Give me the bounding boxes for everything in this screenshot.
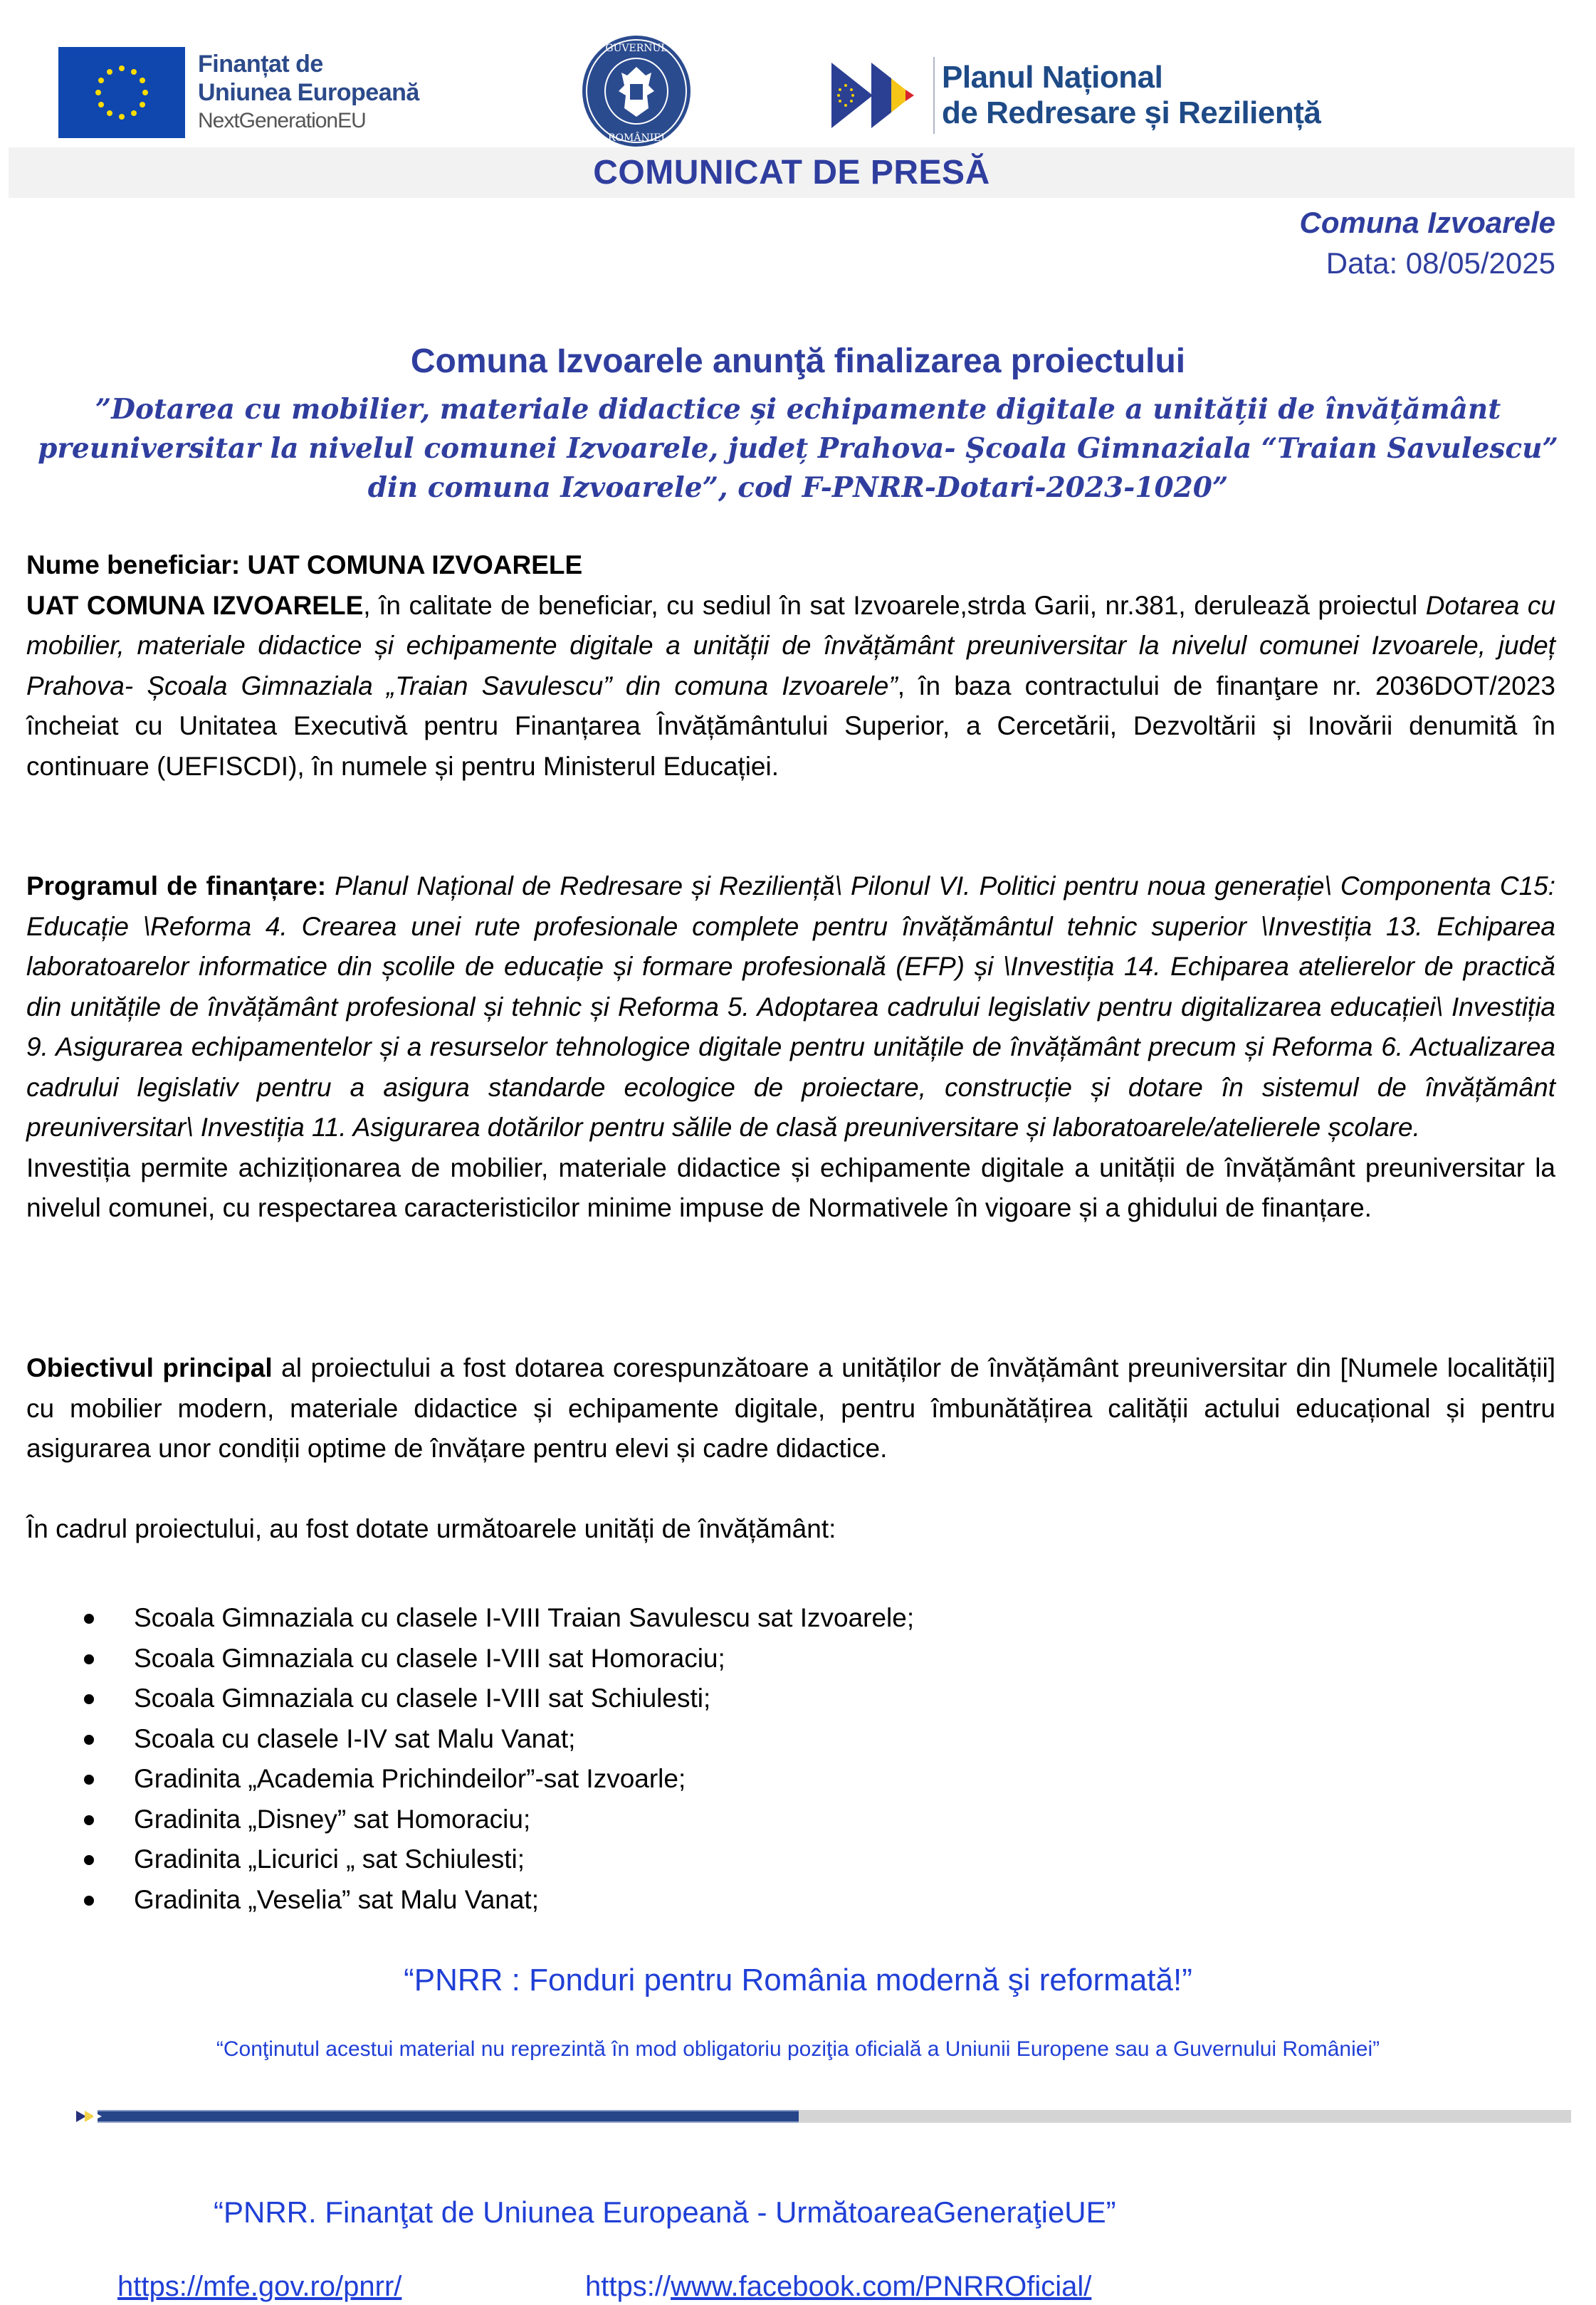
beneficiary-text-1: , în calitate de beneficiar, cu sediul în sat Izvoarele,strda Garii, nr.381, derulează proiectul xyxy=(363,590,1426,620)
bullet-icon xyxy=(84,1855,94,1865)
objective-section xyxy=(26,1348,1555,1469)
facebook-pnrr-link[interactable]: https://www.facebook.com/PNRROficial/ xyxy=(585,2271,1092,2302)
list-item: Scoala Gimnaziala cu clasele I-VIII Traian Savulescu sat Izvoarele; xyxy=(78,1598,1360,1639)
pnrr-slogan: “PNRR : Fonduri pentru România modernă şi reformată!” xyxy=(404,1963,1192,1997)
list-item: Gradinita „Disney” sat Homoraciu; xyxy=(78,1800,1360,1840)
mfe-pnrr-link[interactable]: https://mfe.gov.ro/pnrr/ xyxy=(117,2271,402,2302)
beneficiary-paragraph xyxy=(26,586,1555,787)
footer-bar-gray xyxy=(799,2110,1571,2123)
eu-logo-line1: Finanțat de xyxy=(198,51,323,78)
list-item: Gradinita „Veselia” sat Malu Vanat; xyxy=(78,1880,1360,1921)
beneficiary-text-2: , în baza contractului de finanţare nr. 2036DOT/2023 încheiat cu Unitatea Executivă pentru Finanțarea Învățământului Superior, a Cercetării, Dezvoltării și Inovării denumită în continuare (UEFISCDI), în numele și pentru Ministerul Educației. xyxy=(26,671,1555,781)
project-subtitle: ”Dotarea cu mobilier, materiale didactice și echipamente digitale a unității de învățământ preuniversitar la nivelul comunei Izvoarele, județ Prahova- Şcoala Gimnaziala “Traian Savulescu” din comuna Izvoarele”, cod F-PNRR-Dotari-2023-1020” xyxy=(38,393,1558,504)
program-paragraph xyxy=(26,866,1555,1148)
release-date: Data: 08/05/2025 xyxy=(1325,246,1555,280)
bullet-icon xyxy=(84,1654,94,1664)
pnrr-logo-line2: de Redresare și Reziliență xyxy=(942,95,1321,130)
units-intro: În cadrul proiectului, au fost dotate următoarele unități de învățământ: xyxy=(26,1514,836,1543)
bullet-icon xyxy=(84,1614,94,1624)
pnrr-arrows-icon xyxy=(831,60,928,131)
program-label: Programul de finanțare: xyxy=(26,871,327,901)
footer-quote: “PNRR. Finanţat de Uniunea Europeană - UrmătoareaGeneraţieUE” xyxy=(214,2195,1116,2229)
eu-flag-icon xyxy=(58,47,185,138)
bullet-icon xyxy=(84,1735,94,1745)
disclaimer: “Conţinutul acestui material nu reprezintă în mod obligatoriu poziţia oficială a Uniunii Europene sau a Guvernului României” xyxy=(216,2037,1380,2061)
footer-bar-blue xyxy=(98,2110,799,2123)
objective-text: al proiectului a fost dotarea corespunzătoare a unităților de învățământ preuniversitar din [Numele localității] cu mobilier modern, materiale didactice și echipamente digitale, pentru îmbunătățirea calității actului educațional și pentru asigurarea unor condiții optime de învățare pentru elevi și cadre didactice. xyxy=(26,1353,1555,1463)
list-item: Scoala Gimnaziala cu clasele I-VIII sat Homoraciu; xyxy=(78,1639,1360,1679)
footer-divider-bar xyxy=(76,2109,1571,2124)
project-name: Dotarea cu mobilier, materiale didactice și echipamente digitale a unității de învățământ preuniversitar la nivelul comunei Izvoarele, județ Prahova- Școala Gimnaziala „Traian Savulescu” din comuna Izvoarele” xyxy=(26,590,1555,700)
eu-logo-line3: NextGenerationEU xyxy=(198,109,366,132)
units-list xyxy=(78,1598,1360,1920)
press-release-title: COMUNICAT DE PRESĂ xyxy=(593,154,990,191)
footer-arrow-icon xyxy=(76,2109,105,2124)
page-title: Comuna Izvoarele anunţă finalizarea proiectului xyxy=(410,342,1186,380)
issuer-block xyxy=(1300,203,1555,284)
press-release-banner xyxy=(9,147,1575,198)
svg-text:ROMÂNIEI: ROMÂNIEI xyxy=(608,132,665,144)
list-item: Gradinita „Licurici „ sat Schiulesti; xyxy=(78,1839,1360,1880)
program-text: Planul Național de Redresare și Reziliență\ Pilonul VI. Politici pentru noua generație\ Componenta C15: Educație \Reforma 4. Crearea unei rute profesionale complete pentru învățământul tehnic superior \Investiția 13. Echiparea laboratoarelor informatice din școlile de educație și formare profesională (EFP) și \Investiția 14. Echiparea atelierelor de practică din unitățile de învățământ profesional și tehnic și Reforma 5. Adoptarea cadrului legislativ pentru digitalizarea educației\ Investiția 9. Asigurarea echipamentelor și a resurselor tehnologice digitale pentru unitățile de învățământ precum și Reforma 6. Actualizarea cadrului legislativ pentru a asigura standarde ecologice de proiectare, construcție și dotare în sistemul de învățământ preuniversitar\ Investiția 11. Asigurarea dotărilor pentru sălile de clasă preuniversitare și laboratoarele/atelierele școlare. xyxy=(26,871,1556,1142)
list-item: Gradinita „Academia Prichindeilor”-sat Izvoarle; xyxy=(78,1759,1360,1800)
bullet-icon xyxy=(84,1896,94,1906)
objective-paragraph xyxy=(26,1348,1555,1469)
romanian-government-seal-icon xyxy=(580,34,693,148)
pnrr-logo xyxy=(831,53,1387,138)
organization-name: Comuna Izvoarele xyxy=(1299,206,1555,239)
eu-logo-line2: Uniunea Europeană xyxy=(198,79,419,106)
list-item: Scoala cu clasele I-IV sat Malu Vanat; xyxy=(78,1719,1360,1760)
eu-funding-logo xyxy=(58,47,454,138)
investment-paragraph: Investiția permite achiziționarea de mobilier, materiale didactice și echipamente digitale a unității de învățământ preuniversitar la nivelul comunei, cu respectarea caracteristicilor minime impuse de Normativele în vigoare și a ghidului de finanțare. xyxy=(26,1152,1555,1222)
program-section xyxy=(26,866,1555,1229)
pnrr-logo-line1: Planul Național xyxy=(942,60,1163,95)
bullet-icon xyxy=(84,1775,94,1785)
bullet-icon xyxy=(84,1694,94,1704)
beneficiary-section xyxy=(26,545,1555,787)
objective-label: Obiectivul principal xyxy=(26,1353,273,1382)
bullet-icon xyxy=(84,1815,94,1825)
beneficiary-name: UAT COMUNA IZVOARELE xyxy=(26,590,364,620)
beneficiary-label: Nume beneficiar: UAT COMUNA IZVOARELE xyxy=(26,550,583,579)
pnrr-logo-divider xyxy=(933,57,935,134)
svg-text:GUVERNUL: GUVERNUL xyxy=(605,43,668,54)
list-item: Scoala Gimnaziala cu clasele I-VIII sat Schiulesti; xyxy=(78,1679,1360,1719)
